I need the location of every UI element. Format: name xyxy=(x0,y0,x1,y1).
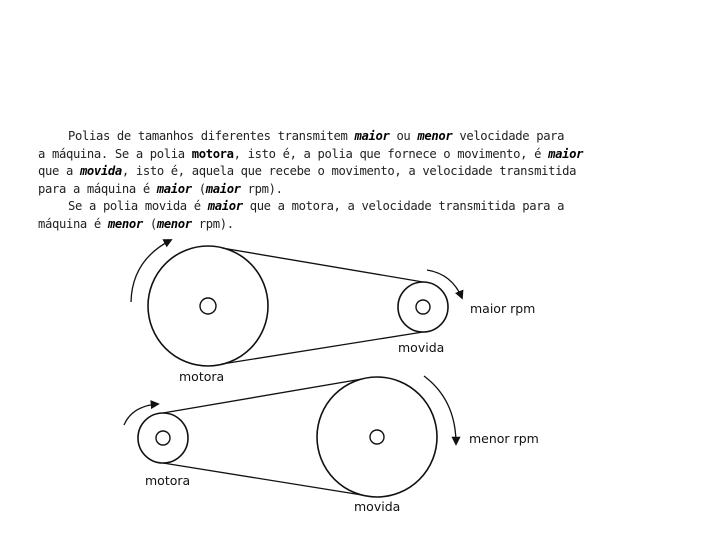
pulley-movida-hub xyxy=(370,430,384,444)
pulley-movida-large xyxy=(317,377,437,497)
text-line-6: máquina é menor (menor rpm). xyxy=(38,216,234,231)
diagram-bottom xyxy=(124,376,539,514)
pulley-movida-hub xyxy=(416,300,430,314)
label-bottom-movida: movida xyxy=(354,499,401,514)
pulley-motora-large xyxy=(148,246,268,366)
text-line-1: Polias de tamanhos diferentes transmitem maior ou menor velocidade para xyxy=(68,129,565,143)
pulley-motora-small xyxy=(138,413,188,463)
pulley-movida-small xyxy=(398,282,448,332)
label-bottom-speed: menor rpm xyxy=(469,431,539,446)
rotation-arrow-motora xyxy=(131,240,171,302)
belt-lower xyxy=(222,332,423,364)
label-bottom-motora: motora xyxy=(145,473,191,488)
rotation-arrow-movida xyxy=(424,376,456,444)
text-line-3: que a movida, isto é, aquela que recebe o movimento, a velocidade transmitida xyxy=(38,164,577,178)
label-top-speed: maior rpm xyxy=(470,301,536,316)
text-line-5: Se a polia movida é maior que a motora, a velocidade transmitida para a xyxy=(68,199,565,213)
belt-lower xyxy=(163,463,362,495)
label-top-motora: motora xyxy=(179,369,225,384)
pulley-motora-hub xyxy=(200,298,216,314)
label-top-movida: movida xyxy=(398,340,445,355)
diagram-top xyxy=(131,240,535,384)
text-line-4: para a máquina é maior (maior rpm). xyxy=(38,181,283,196)
text-line-2: a máquina. Se a polia motora, isto é, a polia que fornece o movimento, é maior xyxy=(38,146,584,161)
pulley-motora-hub xyxy=(156,431,170,445)
